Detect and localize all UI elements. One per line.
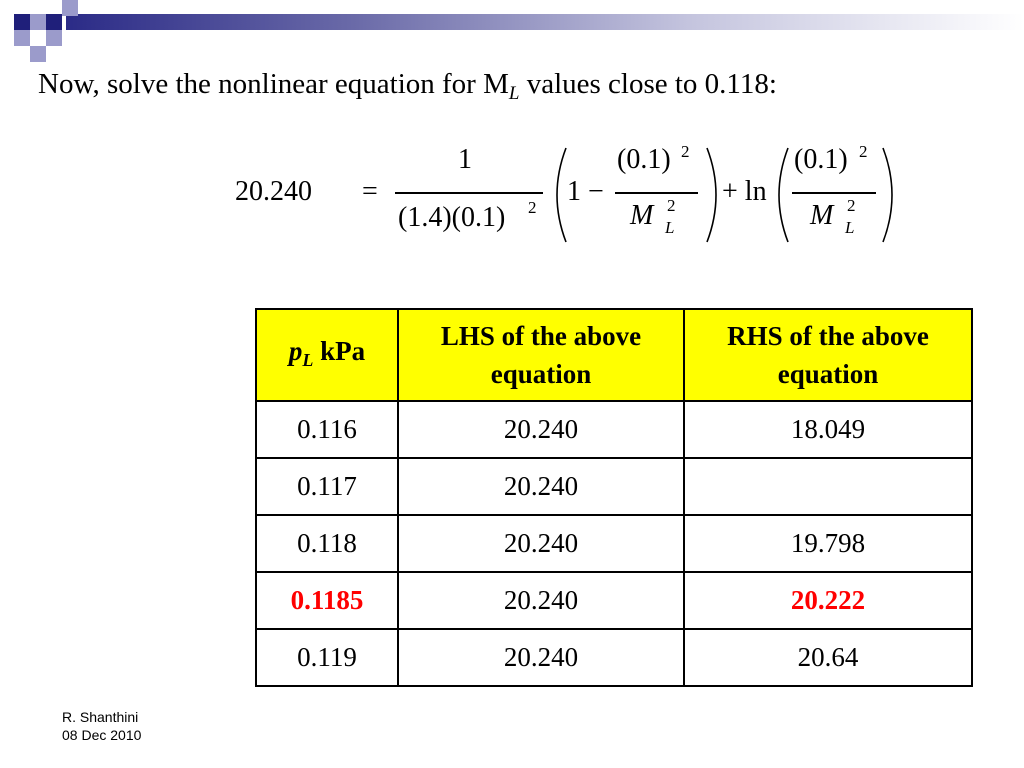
exponent: 2 — [528, 198, 537, 217]
m-subscript: L — [845, 218, 855, 237]
header-rhs: RHS of the above equation — [684, 309, 972, 401]
cell-p: 0.1185 — [256, 572, 398, 629]
inner-numerator: (0.1) — [617, 144, 671, 175]
cell-p: 0.116 — [256, 401, 398, 458]
equation-brackets — [0, 130, 1024, 260]
exponent: 2 — [847, 196, 856, 215]
cell-rhs: 19.798 — [684, 515, 972, 572]
cell-rhs — [684, 458, 972, 515]
cell-rhs: 20.64 — [684, 629, 972, 686]
cell-rhs: 20.222 — [684, 572, 972, 629]
m-subscript: L — [665, 218, 675, 237]
header-var: p — [288, 335, 303, 366]
header-square — [62, 0, 78, 16]
cell-p: 0.118 — [256, 515, 398, 572]
heading-text: Now, solve the nonlinear equation for M — [38, 68, 509, 100]
cell-p: 0.119 — [256, 629, 398, 686]
table-row-highlighted — [256, 572, 972, 629]
cell-lhs: 20.240 — [398, 572, 684, 629]
table-row — [256, 401, 972, 458]
header-square — [14, 30, 30, 46]
footer-date: 08 Dec 2010 — [62, 727, 142, 743]
header-square — [30, 14, 46, 30]
fraction-bar — [792, 192, 876, 194]
heading-text-after: values close to 0.118: — [519, 68, 777, 100]
m-symbol: M — [810, 200, 834, 231]
exponent: 2 — [667, 196, 676, 215]
results-table — [255, 308, 973, 687]
cell-lhs: 20.240 — [398, 401, 684, 458]
fraction-bar — [615, 192, 698, 194]
header-square — [14, 14, 30, 30]
exponent: 2 — [681, 142, 690, 161]
slide-heading — [38, 68, 777, 105]
exponent: 2 — [859, 142, 868, 161]
cell-lhs: 20.240 — [398, 629, 684, 686]
header-unit: kPa — [313, 335, 366, 366]
slide-footer — [62, 708, 141, 744]
one-minus: 1 − — [567, 176, 604, 207]
heading-subscript: L — [508, 83, 520, 104]
cell-lhs: 20.240 — [398, 515, 684, 572]
table-row — [256, 458, 972, 515]
fraction-numerator: 1 — [458, 144, 472, 175]
m-symbol: M — [630, 200, 654, 231]
header-pressure — [256, 309, 398, 401]
table-row — [256, 629, 972, 686]
header-square — [46, 14, 62, 30]
fraction-denominator: (1.4)(0.1) — [398, 202, 506, 233]
cell-lhs: 20.240 — [398, 458, 684, 515]
footer-author: R. Shanthini — [62, 709, 139, 725]
fraction-bar — [395, 192, 543, 194]
header-square — [46, 30, 62, 46]
equals-sign: = — [362, 176, 378, 207]
header-lhs: LHS of the above equation — [398, 309, 684, 401]
header-gradient-bar — [66, 14, 1024, 30]
plus-ln: + ln — [722, 176, 767, 207]
header-var-sub: L — [302, 349, 314, 370]
table-header-row — [256, 309, 972, 401]
inner-numerator: (0.1) — [794, 144, 848, 175]
table-row — [256, 515, 972, 572]
header-square — [30, 46, 46, 62]
cell-p: 0.117 — [256, 458, 398, 515]
equation-lhs: 20.240 — [235, 176, 312, 207]
equation — [0, 130, 1024, 260]
cell-rhs: 18.049 — [684, 401, 972, 458]
